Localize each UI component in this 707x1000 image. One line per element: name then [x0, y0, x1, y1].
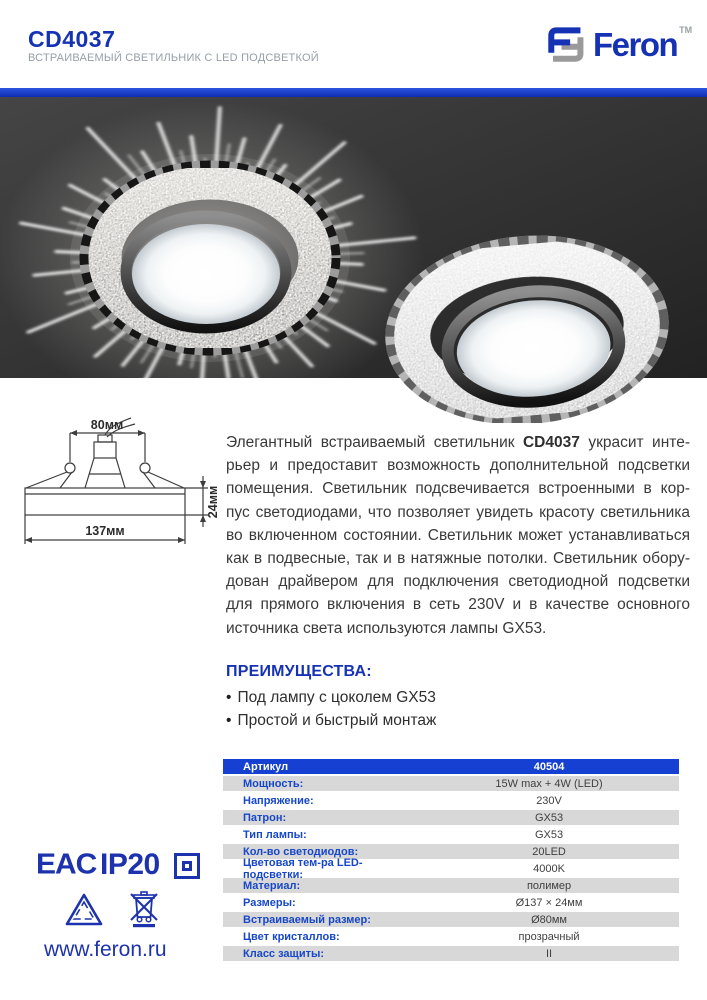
ip-rating: IP20 [100, 848, 160, 881]
spec-label: Напряжение: [243, 794, 314, 807]
description-line: рьер и предоставит возможность дополнительной подсветки [226, 457, 690, 475]
product-photo-left-body [70, 154, 350, 362]
product-description [226, 431, 690, 640]
description-line: дован драйвером для подключения светодиодной подсветки [226, 573, 690, 591]
website-link: www.feron.ru [44, 938, 167, 961]
spec-row [223, 793, 679, 808]
spec-label: Размеры: [243, 896, 296, 909]
description-line: источника света используются лампы GX53. [226, 619, 547, 637]
spec-value: 15W max + 4W (LED) [495, 777, 603, 790]
spec-label: Цветовая тем-ра LED-подсветки: [243, 856, 363, 881]
spec-row [223, 946, 679, 961]
spec-value: Ø80мм [531, 913, 567, 926]
description-line: во включенном состоянии. Светильник может устанавливаться [226, 526, 690, 544]
spec-row [223, 912, 679, 927]
weee-bin-icon [128, 890, 160, 930]
product-photos [0, 97, 707, 423]
spec-value: GX53 [534, 828, 564, 841]
feron-logo-icon [541, 21, 589, 69]
dim-label-side: 24мм [206, 485, 220, 519]
advantage-item: • Простой и быстрый монтаж [226, 711, 437, 729]
spec-row [223, 878, 679, 893]
bullet-icon: • [226, 689, 232, 706]
spec-label: Класс защиты: [243, 947, 325, 960]
spec-label: Кол-во светодиодов: [243, 845, 359, 858]
description-line: помещения. Светильник подсвечивается встроенными в кор- [226, 480, 690, 498]
description-line: Элегантный встраиваемый светильник CD4037 украсит инте- [226, 434, 690, 451]
eac-mark: EAC [36, 848, 97, 881]
spec-row [223, 895, 679, 910]
spec-label: Встраиваемый размер: [243, 913, 371, 926]
recycling-triangle-icon [64, 892, 104, 928]
page-title: CD4037 [28, 26, 116, 52]
spec-label: Материал: [243, 879, 301, 892]
product-subtitle: ВСТРАИВАЕМЫЙ СВЕТИЛЬНИК С LED ПОДСВЕТКОЙ [28, 52, 319, 64]
spec-table [223, 759, 679, 963]
dim-label-top: 80мм [90, 418, 124, 432]
brand-name: Feron [593, 26, 678, 63]
description-line: как в подвесные, так и в натяжные потолки. Светильник обору- [226, 550, 690, 568]
spec-value: прозрачный [518, 930, 580, 943]
spec-value: Ø137 × 24мм [515, 896, 583, 909]
spec-label: Мощность: [243, 777, 304, 790]
spec-row [223, 929, 679, 944]
brand-logo [541, 21, 692, 69]
advantage-item: • Под лампу с цоколем GX53 [226, 689, 436, 706]
spec-label: Цвет кристаллов: [243, 930, 340, 943]
protection-class-ii-icon [174, 853, 200, 879]
spec-label: Патрон: [243, 811, 287, 824]
spec-label: Тип лампы: [243, 828, 307, 841]
dimension-drawing [10, 402, 220, 550]
spec-value: 4000K [533, 862, 565, 875]
advantages-section [226, 663, 436, 732]
description-line: пус светодиодами, что позволяет увидеть красоту светильника [226, 503, 690, 521]
spec-row [223, 776, 679, 791]
spec-row [223, 827, 679, 842]
advantages-heading: ПРЕИМУЩЕСТВА: [226, 663, 372, 680]
trademark-symbol: TM [679, 25, 693, 35]
spec-header-row [223, 759, 679, 774]
blue-divider [0, 88, 707, 97]
spec-value: 20LED [532, 845, 566, 858]
spec-label: Артикул [243, 760, 289, 773]
description-line: для прямого включения в сеть 230V и в качестве основного [226, 596, 690, 614]
spec-value: GX53 [534, 811, 564, 824]
dim-label-bottom: 137мм [85, 524, 125, 538]
spec-value: полимер [526, 879, 572, 892]
spec-value: II [545, 947, 553, 960]
spec-row [223, 856, 679, 881]
bullet-icon: • [226, 711, 232, 729]
certification-block [34, 846, 234, 981]
spec-value: 230V [536, 794, 562, 807]
spec-row [223, 810, 679, 825]
spec-value: 40504 [533, 760, 565, 773]
